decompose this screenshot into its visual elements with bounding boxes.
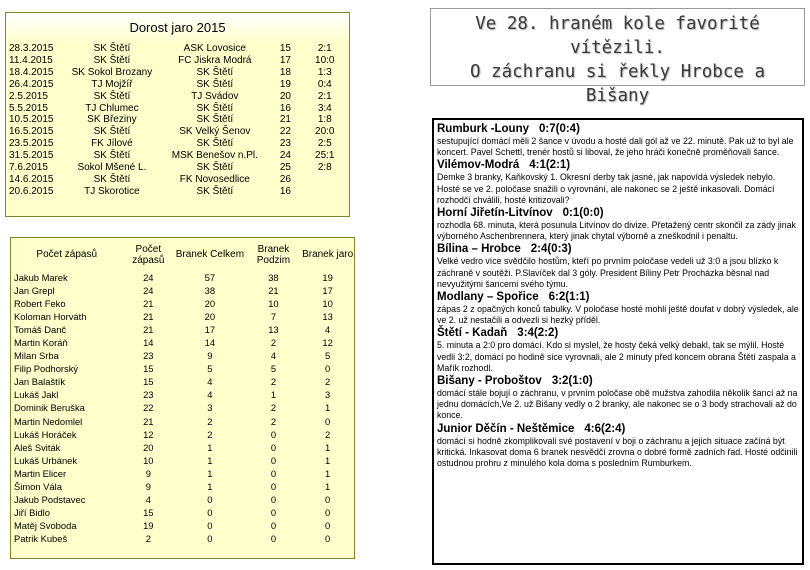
player-name: Lukáš Jakl [14,389,59,401]
home-team: SK Štětí [93,173,131,185]
player-row [11,375,354,388]
player-row [11,401,354,414]
player-name: Dominik Beruška [14,402,85,414]
players-header-row [11,238,354,271]
player-goals-total: 17 [204,324,216,336]
away-team: SK Štětí [196,114,234,126]
player-goals-total: 14 [204,337,216,349]
player-goals-autumn: 7 [270,311,277,323]
player-goals-autumn: 0 [270,493,277,505]
schedule-table-box [5,12,350,217]
player-goals-autumn: 0 [270,480,277,492]
player-name: Jakub Podstavec [14,493,86,505]
match-report-heading [437,242,799,256]
player-goals-spring: 3 [325,389,331,401]
match-report-teams: Bišany - Proboštov [437,375,542,388]
player-row [11,493,354,506]
round-number: 15 [279,43,291,54]
player-goals-spring: 1 [325,441,331,453]
player-matches: 24 [143,285,154,297]
player-row [11,362,354,375]
home-team: SK Štětí [93,126,131,138]
player-goals-total: 0 [207,506,213,518]
player-name: Patrik Kubeš [14,532,68,544]
player-goals-spring: 0 [325,519,331,531]
match-report [437,422,799,470]
player-matches: 22 [143,402,154,414]
player-matches: 15 [143,363,154,375]
player-matches: 15 [143,376,154,388]
player-goals-autumn: 0 [270,441,277,453]
player-row [11,388,354,401]
player-goals-total: 1 [207,480,213,492]
player-matches: 24 [143,272,154,283]
round-number: 22 [279,126,291,138]
match-report [437,290,799,326]
player-row [11,349,354,362]
round-number: 26 [279,173,291,185]
match-score: 10:0 [315,54,335,66]
match-report-teams: Bílina – Hrobce [437,243,521,256]
player-goals-spring: 19 [322,272,333,283]
player-goals-total: 1 [207,467,213,479]
schedule-title: Dorost jaro 2015 [6,13,349,43]
schedule-row [6,67,349,79]
schedule-row [6,103,349,115]
away-team: SK Štětí [196,102,234,114]
player-row [11,297,354,310]
player-goals-spring: 4 [325,324,331,336]
player-matches: 2 [145,532,151,544]
away-team: SK Štětí [196,78,234,90]
player-goals-total: 4 [207,376,213,388]
player-row [11,271,354,284]
player-goals-autumn: 1 [270,389,277,401]
player-matches: 21 [143,311,154,323]
player-goals-autumn: 2 [270,415,277,427]
match-score: 2:8 [317,162,332,174]
round-number: 23 [279,138,291,150]
home-team: SK Březiny [87,114,137,126]
match-report-score: 3:2(1:0) [551,375,593,388]
player-goals-total: 20 [204,298,216,310]
away-team: TJ Svádov [191,90,239,102]
match-report-text: Velké vedro více svědčilo hostům, kteří po prvním poločase vedeli už 3:0 a jsou blízko k záchraně v soutěži. P.Slavíček dal 3 góly. President Bíliny Petr Procházka běsnal nad nevyužitými šancemi svého týmu. [437,256,779,289]
match-score: 20:0 [315,126,335,138]
player-row [11,415,354,428]
header-matches: Počet zápasů [132,243,165,266]
player-goals-autumn: 0 [270,532,277,544]
match-report-teams: Vilémov-Modrá [437,159,520,172]
player-name: Aleš Sviták [14,441,61,453]
headline-line-1: Ve 28. hraném kole favorité vítězili. [475,14,760,58]
player-matches: 14 [143,337,154,349]
match-score [301,186,349,198]
match-report-text: zápas 2 z opačných konců tabulky. V poločase hosté mohli ještě doufat v dobrý výsledek, ale ve 2. už nestačili a odvezli si hezký příděl. [437,304,799,326]
home-team: SK Štětí [93,54,131,66]
player-goals-autumn: 2 [270,402,277,414]
match-score: 2:1 [317,90,332,102]
match-report [437,242,799,290]
round-number: 17 [279,54,291,66]
away-team: SK Štětí [196,185,234,197]
player-goals-total: 9 [207,350,213,362]
player-goals-spring: 17 [322,285,333,297]
player-goals-autumn: 2 [270,376,277,388]
player-goals-total: 2 [207,428,213,440]
player-matches: 12 [143,428,154,440]
match-report-heading [437,158,799,172]
round-number: 25 [279,162,291,174]
match-report-score: 3:4(2:2) [517,327,559,340]
match-report-teams: Modlany – Spořice [437,291,539,304]
match-report-score: 4:6(2:4) [584,422,626,435]
player-matches: 21 [143,415,154,427]
match-report-heading [437,206,799,220]
match-report-text: sestupující domácí měli 2 šance v úvodu a hosté dali gól až ve 22. minutě. Pak už to byl ale koncert. Pavel Schettl, trenér hostů si liboval, že jeho hráči konečně proměňovali šance. [437,136,794,158]
player-matches: 20 [143,441,154,453]
match-report-text: domácí stále bojují o záchranu, v prvním poločase obě mužstva zahodila několik šancí až na jednu domácích,Ve 2. už Bišany vedly o 2 branky, ale nakonec se o 3 body strachovali až do konce. [437,388,798,421]
match-report [437,206,799,242]
match-report-teams: Rumburk -Louny [437,123,529,135]
match-report-heading [437,374,799,388]
schedule-row [6,186,349,198]
schedule-row [6,174,349,186]
player-goals-total: 0 [207,519,213,531]
away-team: MSK Benešov n.Pl. [171,150,258,162]
match-report-score: 4:1(2:1) [529,159,571,172]
match-report-heading [437,326,799,340]
home-team: TJ Chlumec [85,102,139,114]
match-report-text: domácí si hodně zkomplikovali své postavení v boji o záchranu a jejich situace začíná být kritická. Inkasovat doma 6 branek nesvědčí zrovna o dobré formě zadních řad. Hosté odčinili ostudnou prohru z minulého kola doma s posledním Rumburkem. [437,435,798,469]
match-date: 28.3.2015 [9,43,54,54]
away-team: SK Velký Šenov [179,126,251,138]
round-number: 16 [279,102,291,114]
player-goals-total: 20 [204,311,216,323]
player-row [11,506,354,519]
player-goals-total: 57 [204,272,216,283]
round-number: 21 [279,114,291,126]
headline-box [430,8,805,106]
player-name: Koloman Horváth [14,311,87,323]
header-name: Počet zápasů [36,249,98,260]
player-goals-spring: 13 [322,311,333,323]
match-date: 7.6.2015 [9,162,48,174]
home-team: Sokol Mšené L. [77,162,147,174]
player-goals-total: 5 [207,363,213,375]
round-number: 18 [279,66,291,78]
player-matches: 4 [145,493,151,505]
match-date: 26.4.2015 [9,78,54,90]
player-goals-spring: 0 [325,506,331,518]
player-name: Milan Srba [14,350,59,362]
schedule-row [6,79,349,91]
player-name: Šimon Vála [14,480,62,492]
player-goals-autumn: 13 [268,324,279,336]
headline-line-3: Bišany [585,86,650,106]
match-report-teams: Horní Jiřetín-Litvínov [437,207,553,220]
home-team: FK Jílové [91,138,133,150]
schedule-row [6,43,349,55]
player-goals-spring: 0 [325,363,331,375]
player-goals-autumn: 10 [268,298,279,310]
home-team: SK Štětí [93,90,131,102]
player-name: Martin Elicer [14,467,67,479]
away-team: FK Novosedlice [179,173,250,185]
player-goals-spring: 1 [325,467,331,479]
match-report-teams: Junior Děčín - Neštěmice [437,422,575,435]
match-report-heading [437,422,799,436]
home-team: SK Štětí [93,43,131,54]
players-table [11,238,354,545]
player-matches: 19 [143,519,154,531]
players-stats-box [10,237,355,559]
player-goals-autumn: 0 [270,428,277,440]
player-row [11,454,354,467]
player-goals-spring: 1 [325,454,331,466]
schedule-row [6,114,349,126]
match-score [301,174,349,186]
player-name: Jiří Bidlo [14,506,50,518]
player-goals-autumn: 0 [270,506,277,518]
player-name: Robert Feko [14,298,66,310]
player-goals-autumn: 0 [270,467,277,479]
player-name: Filip Podhorský [14,363,79,375]
header-goals-total: Branek Celkem [175,249,245,260]
match-date: 18.4.2015 [9,66,54,78]
player-name: Tomáš Danč [14,324,67,336]
player-goals-total: 1 [207,441,213,453]
schedule-row [6,138,349,150]
player-goals-total: 2 [207,415,213,427]
player-goals-spring: 10 [322,298,333,310]
player-goals-autumn: 0 [270,454,277,466]
match-score: 3:4 [317,102,332,114]
schedule-row [6,126,349,138]
player-goals-total: 4 [207,389,213,401]
match-report-text: rozhodla 68. minuta, která posunula Litvínov do divize. Přetažený centr skončil za zády jinak výborného Aschenbrennera, který jinak chytal výborně a zneškodnil i penaltu. [437,220,796,242]
player-goals-total: 38 [204,285,216,297]
match-report-text: Demke 3 branky, Kaňkovský 1. Okresní derby tak jasné, jak napovídá výsledek nebylo. Hosté se ve 2. poločase snažili o vyrovnání, ale nakonec se 2 ještě inkasovali. Domácí rozhodčí chválili, hosté kritizovali? [437,172,776,205]
player-goals-total: 0 [207,493,213,505]
player-name: Jakub Marek [14,272,68,283]
player-row [11,441,354,454]
player-goals-spring: 1 [325,480,331,492]
player-matches: 10 [143,454,154,466]
match-report [437,158,799,206]
home-team: TJ Skorotice [84,185,140,197]
match-score: 25:1 [315,150,335,162]
schedule-row [6,150,349,162]
match-report-teams: Štětí - Kadaň [437,327,508,340]
player-goals-autumn: 21 [268,285,279,297]
match-score: 2:5 [317,138,332,150]
player-row [11,467,354,480]
player-goals-spring: 2 [325,428,331,440]
match-reports-box [432,118,804,565]
away-team: FC Jiskra Modrá [178,54,252,66]
round-number: 20 [279,90,291,102]
player-matches: 21 [143,324,154,336]
schedule-row [6,162,349,174]
match-date: 10.5.2015 [9,114,54,126]
home-team: SK Sokol Brozany [71,66,153,78]
round-number: 24 [279,150,291,162]
match-score: 1:3 [317,66,332,78]
away-team: SK Štětí [196,162,234,174]
away-team: SK Štětí [196,138,234,150]
away-team: SK Štětí [196,66,234,78]
match-report [437,374,799,422]
player-row [11,428,354,441]
round-number: 16 [279,185,291,197]
player-row [11,284,354,297]
match-report [437,326,799,374]
player-goals-spring: 1 [325,402,331,414]
match-report [437,122,799,158]
player-goals-total: 0 [207,532,213,544]
match-report-score: 2:4(0:3) [530,243,572,256]
player-row [11,532,354,545]
player-goals-spring: 2 [325,376,331,388]
home-team: TJ Mojžíř [91,78,133,90]
player-name: Lukáš Urbánek [14,454,78,466]
header-goals-autumn: Branek Podzim [256,243,291,266]
player-row [11,480,354,493]
player-goals-spring: 0 [325,415,331,427]
match-date: 2.5.2015 [9,90,48,102]
player-goals-spring: 0 [325,493,331,505]
player-goals-spring: 0 [325,532,331,544]
match-date: 31.5.2015 [9,150,54,162]
header-goals-spring: Branek jaro [302,249,354,260]
player-row [11,310,354,323]
player-name: Jan Grepl [14,285,55,297]
match-report-text: 5. minuta a 2:0 pro domácí. Kdo si myslel, že hosty čeká velký debakl, tak se mýlil. Hosté vedli 3:2, domácí po hodině sice vyrovnali, ale 2 minuty před koncem obrana Štětí zaspala a Mařík rozhodl. [437,340,796,373]
match-date: 11.4.2015 [9,54,53,66]
player-name: Matěj Svoboda [14,519,77,531]
player-goals-total: 1 [207,454,213,466]
match-date: 16.5.2015 [9,126,54,138]
match-report-heading [437,290,799,304]
player-goals-autumn: 5 [270,363,277,375]
home-team: SK Štětí [93,150,131,162]
player-name: Jan Balaštík [14,376,66,388]
player-name: Lukáš Horáček [14,428,77,440]
match-score: 0:4 [317,78,332,90]
player-matches: 9 [145,467,151,479]
match-date: 14.6.2015 [9,173,54,185]
player-matches: 23 [143,350,154,362]
match-score: 2:1 [317,43,332,54]
match-report-score: 6:2(1:1) [548,291,590,304]
player-goals-autumn: 2 [270,337,277,349]
player-goals-autumn: 0 [270,519,277,531]
player-matches: 15 [143,506,154,518]
match-date: 23.5.2015 [9,138,54,150]
player-goals-spring: 5 [325,350,331,362]
player-row [11,519,354,532]
round-number: 19 [279,78,291,90]
player-matches: 9 [145,480,151,492]
away-team: ASK Lovosice [183,43,246,54]
match-report-heading [437,122,799,136]
match-date: 20.6.2015 [9,185,54,197]
match-report-score: 0:7(0:4) [539,123,580,135]
player-goals-autumn: 4 [270,350,277,362]
player-matches: 23 [143,389,154,401]
schedule-row [6,55,349,67]
player-matches: 21 [143,298,154,310]
player-row [11,336,354,349]
schedule-table [6,43,349,198]
match-score: 1:8 [317,114,332,126]
player-row [11,323,354,336]
match-report-score: 0:1(0:0) [562,207,604,220]
headline-line-2: O záchranu si řekly Hrobce a [469,62,765,82]
match-date: 5.5.2015 [9,102,48,114]
player-name: Martin Nedomlel [14,415,83,427]
player-goals-autumn: 38 [268,272,279,283]
player-name: Martin Koráň [14,337,68,349]
player-goals-spring: 12 [322,337,333,349]
player-goals-total: 3 [207,402,213,414]
schedule-row [6,91,349,103]
